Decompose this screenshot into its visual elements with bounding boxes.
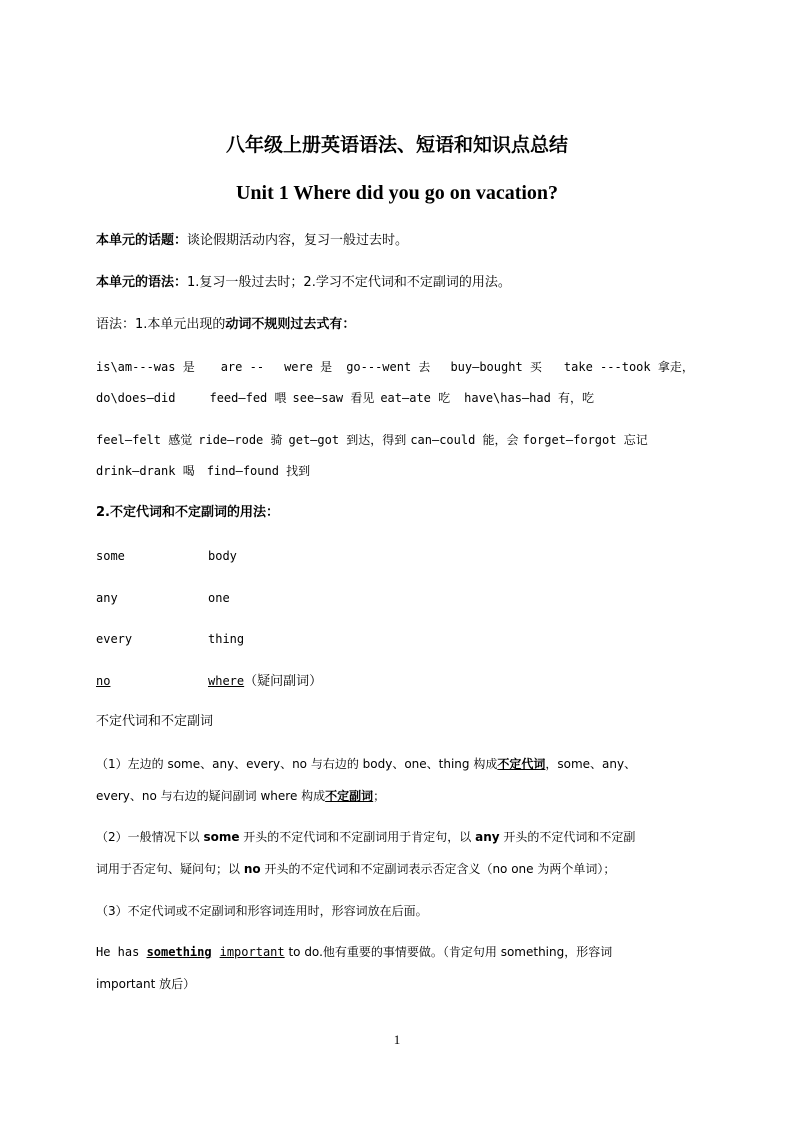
rule-1-line-1 — [96, 756, 706, 772]
rule-emphasis: some — [203, 830, 240, 844]
section-2-heading: 2.不定代词和不定副词的用法： — [96, 505, 279, 520]
grammar-line — [96, 275, 706, 291]
rule-text: （2）一般情况下以 — [96, 830, 204, 844]
rule-text: ； — [373, 789, 386, 803]
word-row — [96, 673, 706, 690]
word-row — [96, 631, 706, 647]
verb-pair: see—saw 看见 — [292, 391, 375, 405]
verbs-line-1 — [96, 359, 706, 375]
grammar-text: 1.复习一般过去时；2.学习不定代词和不定副词的用法。 — [187, 275, 511, 290]
word-row — [96, 548, 706, 564]
word-row — [96, 590, 706, 606]
example-text: He has — [96, 945, 147, 959]
example-line-1 — [96, 944, 706, 960]
verb-pair: find—found 找到 — [206, 464, 311, 478]
word-left: some — [96, 549, 125, 563]
verbs-line-2 — [96, 390, 706, 406]
rule-emphasis: no — [243, 862, 261, 876]
word-left: any — [96, 591, 118, 605]
word-left: no — [96, 674, 111, 688]
verb-pair: go---went 去 — [346, 360, 431, 374]
verb-pair: get—got 到达，得到 — [288, 433, 407, 447]
document-title: 八年级上册英语语法、短语和知识点总结 — [225, 134, 568, 156]
verb-pair: ride—rode 骑 — [198, 433, 283, 447]
grammar-label: 本单元的语法： — [96, 275, 188, 290]
rule-2-line-2 — [96, 861, 706, 877]
word-left: every — [96, 632, 133, 646]
verb-pair: feed—fed 喂 — [209, 391, 287, 405]
example-line-2: important 放后） — [96, 977, 196, 991]
verb-pair: take ---took 拿走， — [563, 360, 694, 374]
rule-text: every、no 与右边的疑问副词 where 构成 — [96, 789, 326, 803]
verb-pair: forget—forgot 忘记 — [522, 433, 648, 447]
rule-text: 开头的不定代词和不定副词表示否定含义（no one 为两个单词）； — [260, 862, 616, 876]
word-right: thing — [208, 632, 245, 646]
topic-line — [96, 233, 706, 249]
verb-pair: feel—felt 感觉 — [96, 433, 193, 447]
word-right: body — [208, 549, 237, 563]
irregular-prefix: 语法：1.本单元出现的 — [96, 317, 226, 332]
subhead: 不定代词和不定副词 — [96, 714, 214, 729]
verbs-line-4 — [96, 463, 706, 479]
verb-pair: can—could 能，会 — [410, 433, 519, 447]
unit-title: Unit 1 Where did you go on vacation? — [235, 182, 559, 204]
rule-1-line-2 — [96, 788, 706, 804]
word-right: where — [208, 674, 245, 688]
verb-pair: do\does—did — [96, 391, 176, 405]
page-number: 1 — [393, 1032, 401, 1047]
rule-text: 开头的不定代词和不定副词用于肯定句，以 — [239, 830, 476, 844]
irregular-label: 动词不规则过去式有： — [225, 317, 356, 332]
rule-text: （1）左边的 some、any、every、no 与右边的 body、one、thing 构成 — [96, 757, 498, 771]
rule-3: （3）不定代词或不定副词和形容词连用时，形容词放在后面。 — [96, 904, 428, 918]
word-note: （疑问副词） — [244, 674, 323, 689]
rule-emphasis: 不定代词 — [497, 757, 546, 771]
example-text: to do.他有重要的事情要做。（肯定句用 something，形容词 — [284, 945, 613, 959]
rule-2-line-1 — [96, 829, 706, 845]
verbs-line-3 — [96, 432, 706, 448]
rule-text: 词用于否定句、疑问句；以 — [96, 862, 244, 876]
verb-pair: were 是 — [284, 360, 333, 374]
verb-pair: is\am---was 是 — [96, 360, 195, 374]
word-right: one — [208, 591, 230, 605]
verb-pair: drink—drank 喝 — [96, 464, 195, 478]
irregular-verbs-heading — [96, 317, 706, 333]
verb-pair: are -- — [220, 360, 265, 374]
rule-emphasis: any — [475, 830, 500, 844]
example-emphasis: something — [146, 945, 212, 959]
topic-text: 谈论假期活动内容，复习一般过去时。 — [187, 233, 409, 248]
rule-text: ，some、any、 — [545, 757, 637, 771]
example-underline: important — [219, 945, 285, 959]
verb-pair: buy—bought 买 — [450, 360, 542, 374]
verb-pair: have\has—had 有，吃 — [464, 391, 595, 405]
verb-pair: eat—ate 吃 — [380, 391, 451, 405]
rule-emphasis: 不定副词 — [325, 789, 374, 803]
rule-text: 开头的不定代词和不定副 — [499, 830, 636, 844]
topic-label: 本单元的话题： — [96, 233, 188, 248]
